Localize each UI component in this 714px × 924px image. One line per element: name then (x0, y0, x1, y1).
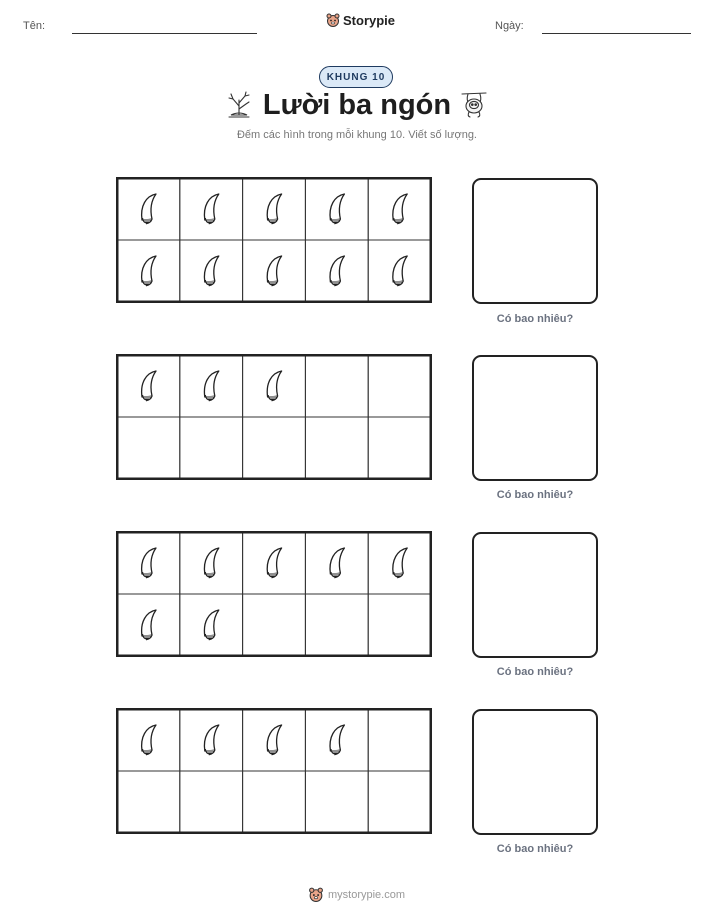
ten-frame-cell (305, 355, 368, 417)
question-label-3: Có bao nhiêu? (496, 666, 574, 678)
sloth-claw-icon (267, 371, 281, 401)
question-label-1: Có bao nhiêu? (496, 313, 574, 325)
sloth-claw-icon (204, 725, 218, 755)
storypie-mascot-icon (308, 886, 324, 903)
name-line[interactable] (72, 33, 257, 34)
ten-frame-cell (305, 417, 368, 479)
sloth-claw-icon (204, 371, 218, 401)
question-label-4: Có bao nhiêu? (496, 843, 574, 855)
answer-box-1[interactable] (472, 178, 598, 304)
answer-box-3[interactable] (472, 532, 598, 658)
sloth-claw-icon (267, 256, 281, 286)
sloth-claw-icon (330, 256, 344, 286)
sloth-claw-icon (142, 548, 156, 578)
ten-frame-badge: KHUNG 10 (319, 66, 393, 88)
ten-frame-grid (116, 354, 432, 480)
ten-frame-grid (116, 708, 432, 834)
ten-frame-cell (243, 594, 306, 656)
sloth-claw-icon (267, 194, 281, 224)
ten-frame-4 (116, 708, 432, 834)
footer-url[interactable]: mystorypie.com (328, 888, 406, 901)
answer-box-2[interactable] (472, 355, 598, 481)
sloth-claw-icon (142, 256, 156, 286)
sloth-hanging-icon (460, 90, 488, 118)
ten-frame-3 (116, 531, 432, 657)
ten-frame-2 (116, 354, 432, 480)
name-label: Tên: (23, 20, 46, 32)
sloth-claw-icon (204, 194, 218, 224)
ten-frame-cell (117, 771, 180, 833)
sloth-claw-icon (142, 194, 156, 224)
ten-frame-cell (368, 417, 431, 479)
ten-frame-cell (243, 417, 306, 479)
sloth-claw-icon (330, 548, 344, 578)
answer-box-4[interactable] (472, 709, 598, 835)
footer (308, 886, 405, 903)
ten-frame-grid (116, 531, 432, 657)
sloth-claw-icon (204, 610, 218, 640)
brand-logo (326, 12, 395, 28)
ten-frame-cell (305, 771, 368, 833)
sloth-claw-icon (142, 371, 156, 401)
page-title: Lười ba ngón (262, 89, 452, 121)
ten-frame-1 (116, 177, 432, 303)
question-label-2: Có bao nhiêu? (496, 489, 574, 501)
sloth-claw-icon (393, 548, 407, 578)
ten-frame-cell (368, 709, 431, 771)
sloth-claw-icon (142, 725, 156, 755)
storypie-mascot-icon (326, 12, 340, 28)
sloth-claw-icon (393, 194, 407, 224)
ten-frame-cell (180, 417, 243, 479)
ten-frame-cell (243, 771, 306, 833)
brand-name: Storypie (343, 12, 396, 28)
sloth-claw-icon (142, 610, 156, 640)
ten-frame-grid (116, 177, 432, 303)
ten-frame-cell (117, 417, 180, 479)
sloth-claw-icon (204, 256, 218, 286)
sloth-claw-icon (267, 548, 281, 578)
ten-frame-cell (180, 771, 243, 833)
sloth-claw-icon (204, 548, 218, 578)
date-line[interactable] (542, 33, 691, 34)
instructions: Đếm các hình trong mỗi khung 10. Viết số lượng. (236, 129, 477, 141)
sloth-claw-icon (330, 194, 344, 224)
ten-frame-cell (368, 355, 431, 417)
ten-frame-cell (305, 594, 368, 656)
sloth-claw-icon (330, 725, 344, 755)
sloth-claw-icon (267, 725, 281, 755)
ten-frame-cell (368, 594, 431, 656)
date-label: Ngày: (495, 20, 524, 32)
sloth-claw-icon (393, 256, 407, 286)
ten-frame-cell (368, 771, 431, 833)
